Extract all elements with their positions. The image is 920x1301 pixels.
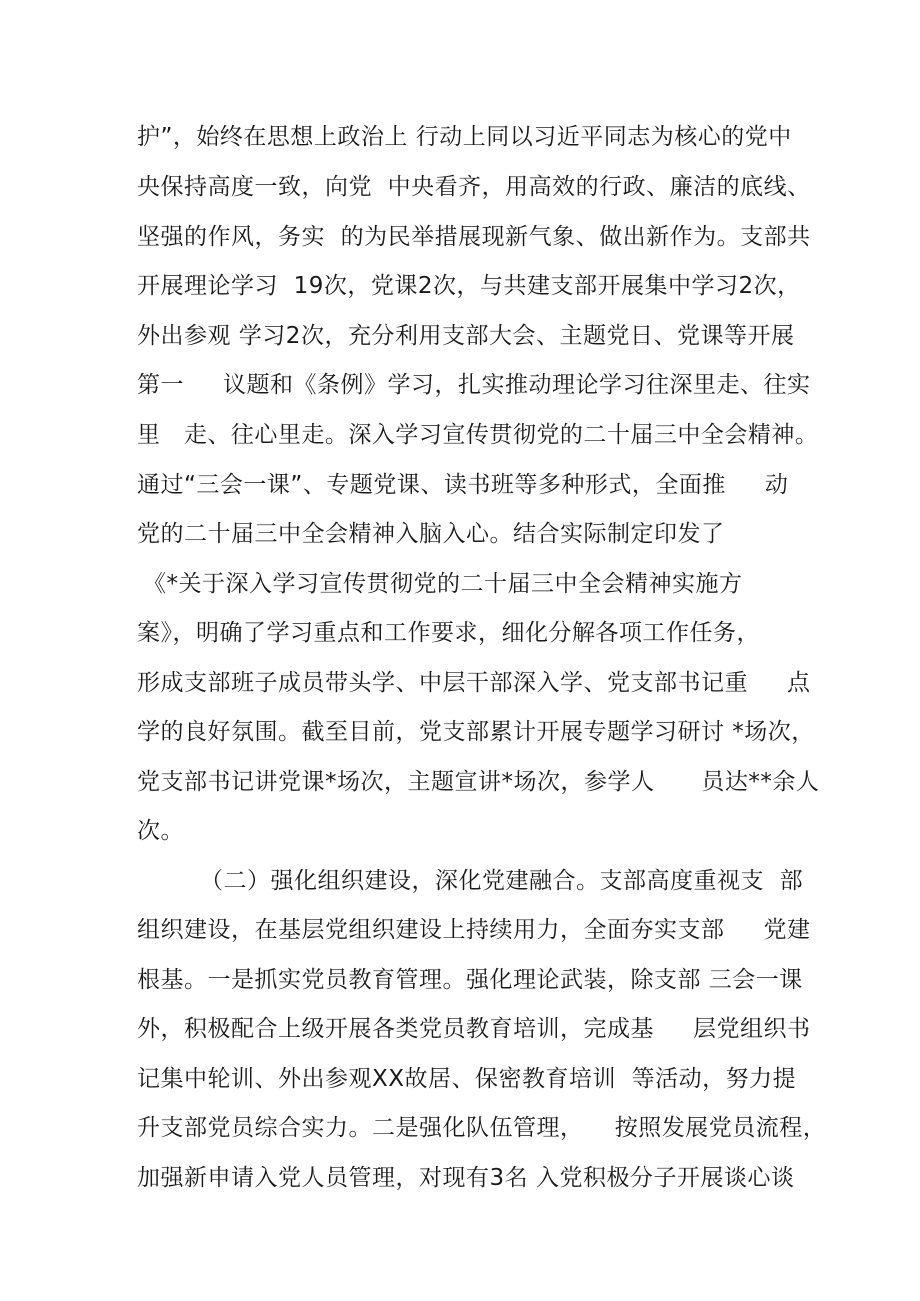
body-line: 里 走、往心里走。深入学习宣传贯彻党的二十届三中全会精神。 [137, 422, 819, 448]
body-line: 组织建设，在基层党组织建设上持续用力，全面夯实支部 党建 [137, 917, 811, 943]
body-line: 坚强的作风，务实 的为民举措展现新气象、做出新作为。支部共 [137, 224, 811, 250]
body-line: 根基。一是抓实党员教育管理。强化理论武装，除支部 三会一课 [137, 967, 803, 993]
body-line: 外出参观 学习2次，充分利用支部大会、主题党日、党课等开展 [137, 323, 795, 349]
body-line: 形成支部班子成员带头学、中层干部深入学、党支部书记重 点 [137, 670, 811, 696]
body-line: 加强新申请入党人员管理，对现有3名 入党积极分子开展谈心谈 [137, 1165, 795, 1191]
body-line: 通过“三会一课”、专题党课、读书班等多种形式，全面推 动 [137, 472, 789, 498]
body-line: 党的二十届三中全会精神入脑入心。结合实际制定印发了 [137, 521, 725, 547]
body-line: 次。 [137, 818, 184, 844]
body-line: 党支部书记讲党课*场次，主题宣讲*场次，参学人 员达**余人 [137, 769, 820, 795]
body-line: 《*关于深入学习宣传贯彻党的二十届三中全会精神实施方 [143, 571, 743, 597]
body-line: 第一 议题和《条例》学习，扎实推动理论学习往深里走、往实 [137, 372, 811, 398]
body-line: 案》，明确了学习重点和工作要求，细化分解各项工作任务， [137, 620, 760, 646]
body-line: 央保持高度一致，向党 中央看齐，用高效的行政、廉洁的底线、 [137, 174, 811, 200]
body-line: 开展理论学习 19次，党课2次，与共建支部开展集中学习2次， [137, 273, 801, 299]
body-line: 记集中轮训、外出参观XX故居、保密教育培训 等活动，努力提 [137, 1066, 797, 1092]
body-line: 学的良好氛围。截至目前，党支部累计开展专题学习研讨 *场次， [137, 719, 815, 745]
body-line: 升支部党员综合实力。二是强化队伍管理， 按照发展党员流程， [137, 1115, 827, 1141]
body-line: 护”，始终在思想上政治上 行动上同以习近平同志为核心的党中 [137, 124, 792, 150]
body-line: 外，积极配合上级开展各类党员教育培训，完成基 层党组织书 [137, 1016, 811, 1042]
section-heading-line: （二）强化组织建设，深化党建融合。支部高度重视支 部 [200, 868, 804, 894]
